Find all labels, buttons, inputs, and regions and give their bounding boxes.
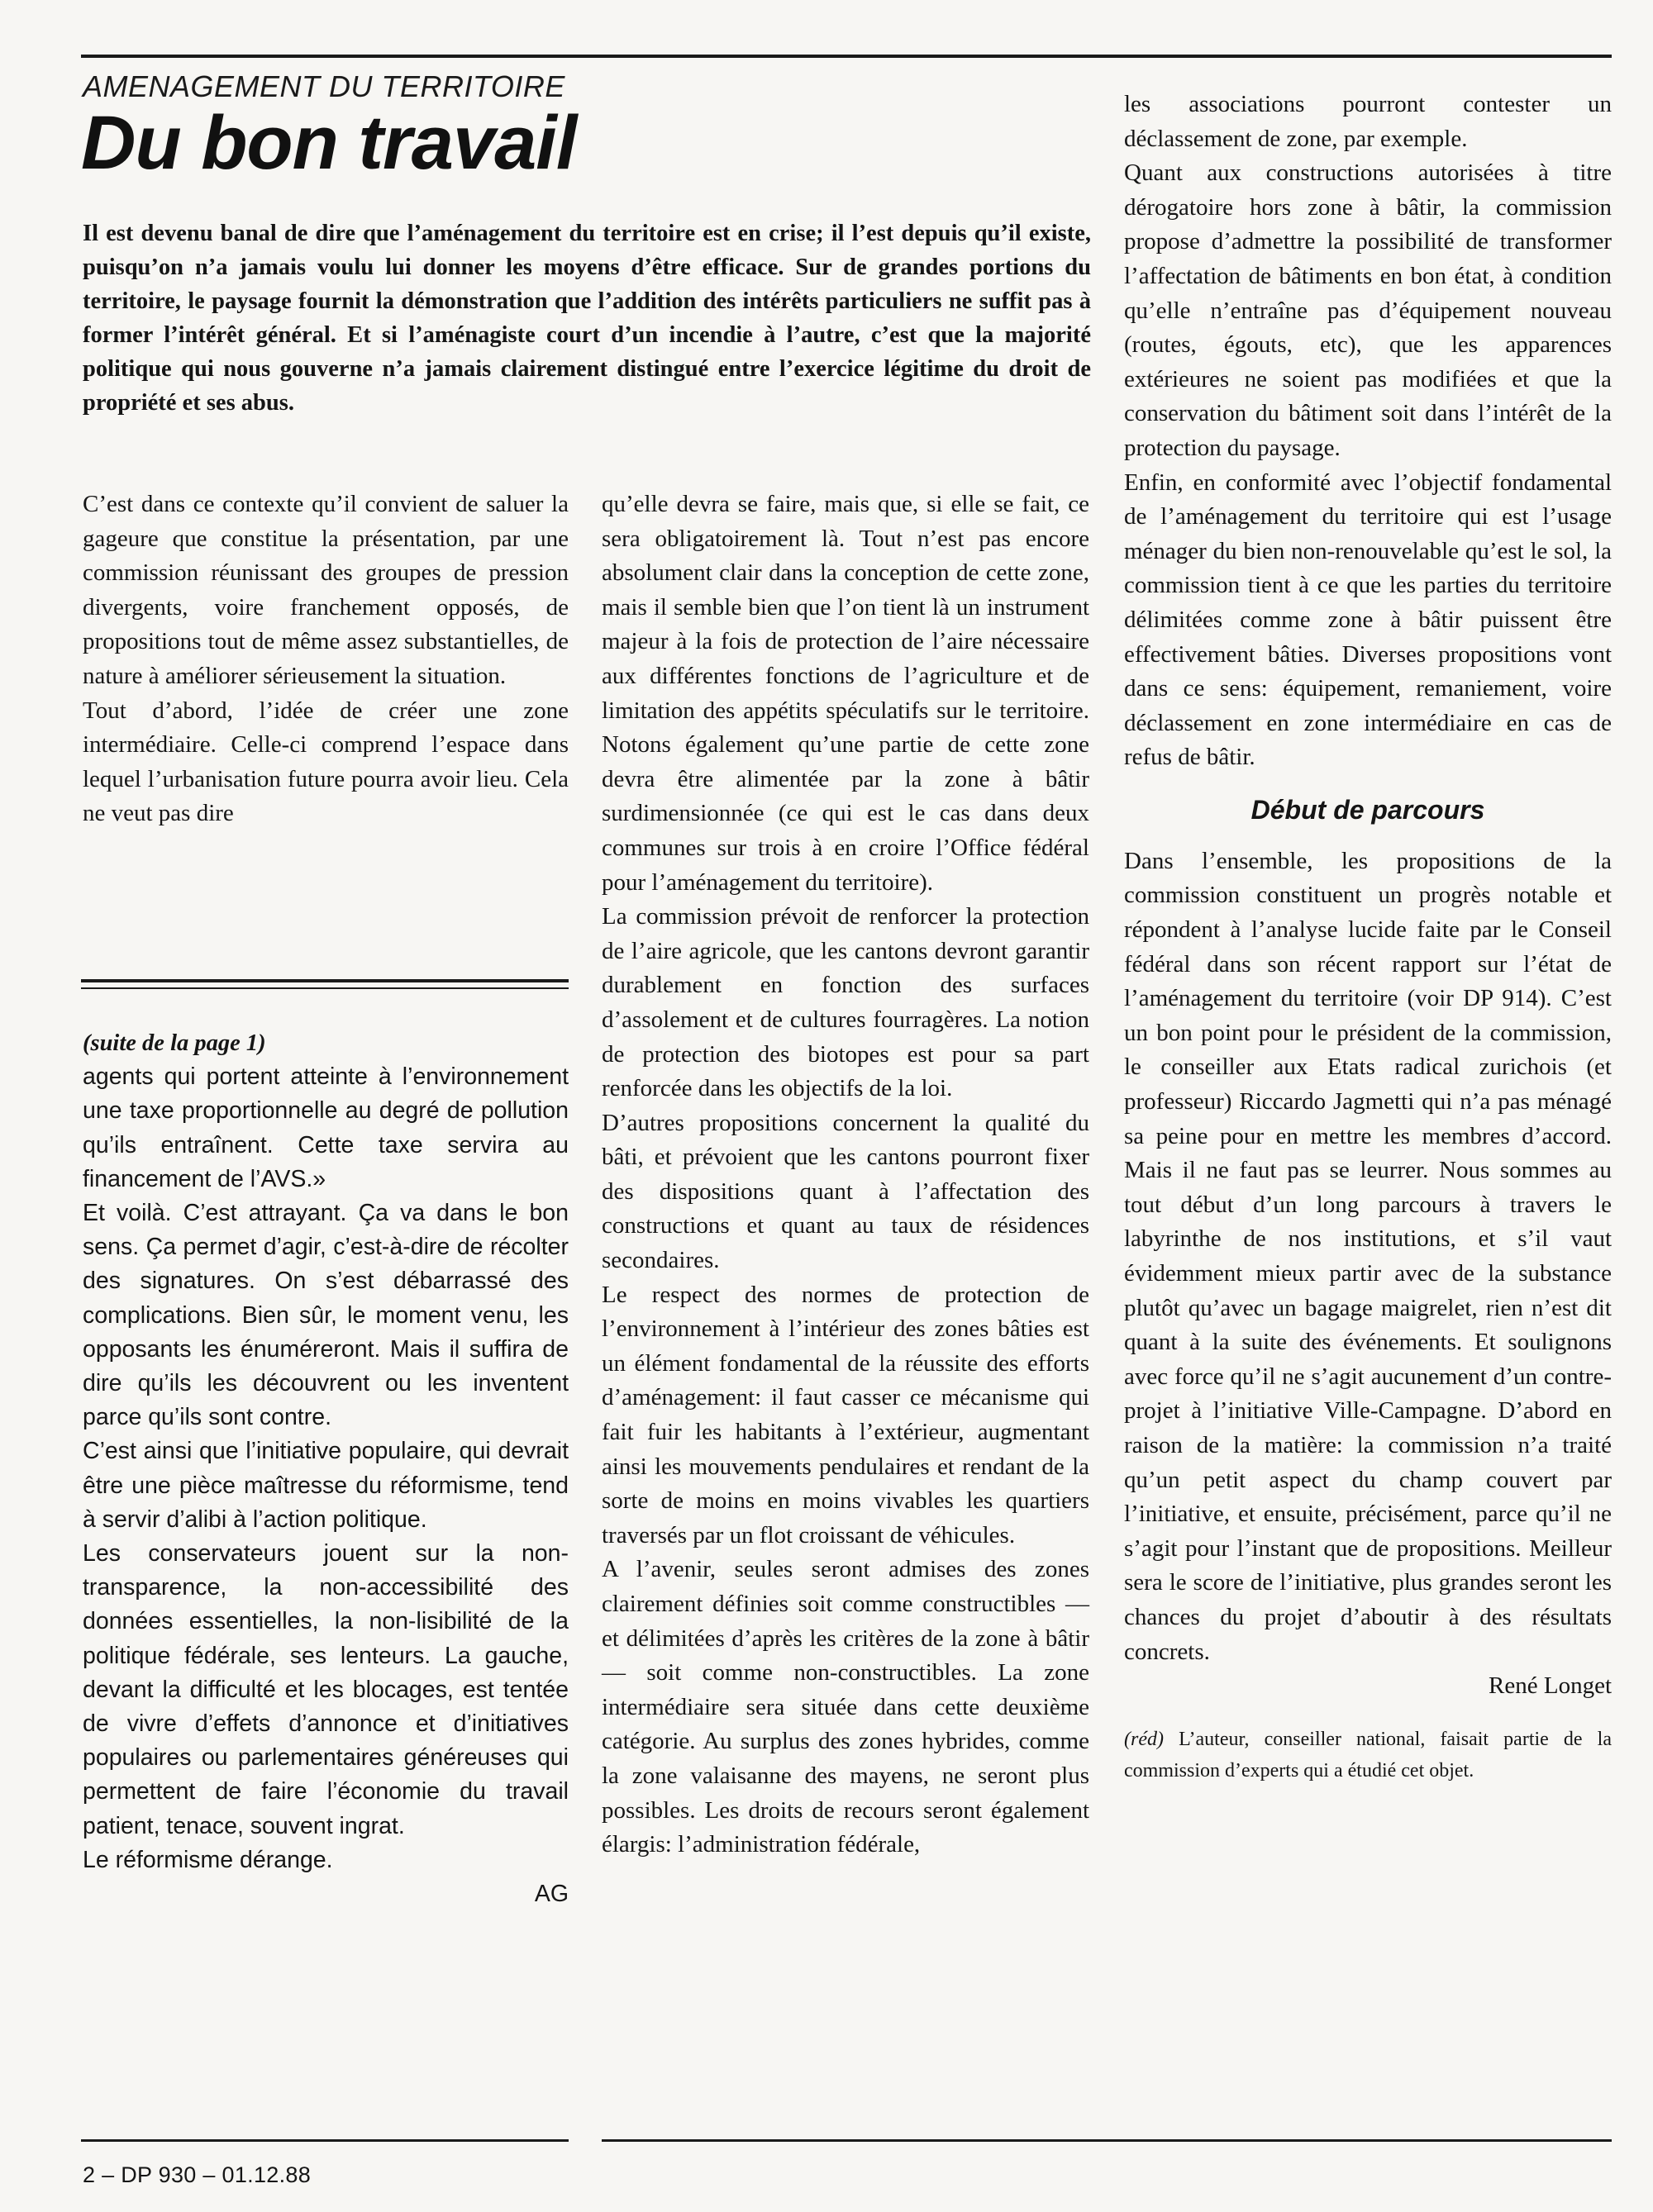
paragraph: C’est dans ce contexte qu’il convient de saluer la gageure que constitue la présentation, par une commission réunissant des groupes de pression divergents, voire franchement opposés, de propositions tout de même assez substantielles, de nature à améliorer sérieusement la situation. <box>83 491 569 689</box>
subheading: Début de parcours <box>1250 794 1485 825</box>
section-kicker: AMENAGEMENT DU TERRITOIRE <box>83 69 565 103</box>
editor-note-prefix: (réd) <box>1124 1728 1164 1750</box>
editor-note-text: L’auteur, conseiller national, faisait partie de la commission d’experts qui a étudié cet objet. <box>1124 1728 1612 1781</box>
paragraph: Le respect des normes de protection de l’environnement à l’intérieur des zones bâties est un élément fondamental de la réussite des efforts d’aménagement: il faut casser ce mécanisme qui fait fuir les habitants à l’extérieur, augmentant ainsi les mouvements pendulaires et rendant de la sorte de moins en moins vivables les quartiers traversés par un flot croissant de véhicules. <box>602 1281 1089 1548</box>
paragraph: Et voilà. C’est attrayant. Ça va dans le bon sens. Ça permet d’agir, c’est-à-dire de récolter des signatures. On s’est débarrassé des complications. Bien sûr, le moment venu, les opposants les énuméreront. Mais il suffira de dire qu’ils les découvrent ou les inventent parce qu’ils sont contre. <box>83 1200 569 1431</box>
page-footer: 2 – DP 930 – 01.12.88 <box>83 2162 312 2187</box>
paragraph: agents qui portent atteinte à l’environnement une taxe proportionnelle au degré de pollution qu’ils entraînent. Cette taxe servira au financement de l’AVS.» <box>83 1063 569 1192</box>
paragraph: Tout d’abord, l’idée de créer une zone intermédiaire. Celle-ci comprend l’espace dans lequel l’urbanisation future pourra avoir lieu. Cela ne veut pas dire <box>83 697 569 827</box>
article-title: Du bon travail <box>81 101 577 185</box>
author-signature: René Longet <box>1489 1672 1612 1700</box>
paragraph: Les conservateurs jouent sur la non-transparence, la non-accessibilité des données essentielles, la non-lisibilité de la politique fédérale, ses lenteurs. La gauche, devant la difficulté et les blocages, est tentée de vivre d’effets d’annonce et d’initiatives populaires ou parlementaires généreuses qui permettent de faire l’économie du travail patient, tenace, souvent ingrat. <box>83 1540 569 1839</box>
suite-label: (suite de la page 1) <box>83 1030 266 1056</box>
paragraph: qu’elle devra se faire, mais que, si elle se fait, ce sera obligatoirement là. Tout n’est pas encore absolument clair dans la conception de cette zone, mais il semble bien que l’on tient là un instrument majeur à la fois de protection de l’aire nécessaire aux différentes fonctions de l’agriculture et de limitation des appétits spéculatifs sur le territoire. Notons également qu’une partie de cette zone devra être alimentée par la zone à bâtir surdimensionnée (ce qui est le cas dans deux communes sur trois à en croire l’Office fédéral pour l’aménagement du territoire). <box>602 491 1089 896</box>
bottom-rule-right <box>602 2139 1612 2142</box>
suite-box-rule-top-thin <box>81 987 569 989</box>
suite-signature: AG <box>534 1881 569 1908</box>
paragraph: La commission prévoit de renforcer la protection de l’aire agricole, que les cantons devront garantir durablement en fonction des surfaces d’assolement et de cultures fourragères. La notion de protection des biotopes est pour sa part renforcée dans les objectifs de la loi. <box>602 903 1089 1102</box>
paragraph: D’autres propositions concernent la qualité du bâti, et prévoient que les cantons pourront fixer des dispositions quant à l’affectation des constructions et quant au taux de résidences secondaires. <box>602 1109 1089 1274</box>
article-lead: Il est devenu banal de dire que l’aménagement du territoire est en crise; il l’est depuis qu’il existe, puisqu’on n’a jamais voulu lui donner les moyens d’être efficace. Sur de grandes portions du territoire, le paysage fournit la démonstration que l’addition des intérêts particuliers ne suffit pas à former l’intérêt général. Et si l’aménagiste court d’un incendie à l’autre, c’est que la majorité politique qui nous gouverne n’a jamais clairement distingué entre l’exercice légitime du droit de propriété et ses abus. <box>83 221 1091 416</box>
paragraph: Quant aux constructions autorisées à titre dérogatoire hors zone à bâtir, la commission propose d’admettre la possibilité de transformer l’affectation de bâtiments en bon état, à condition qu’elle n’entraîne pas d’équipement nouveau (routes, égouts, etc), que les apparences extérieures ne soient pas modifiées et que la conservation du bâtiment soit dans l’intérêt de la protection du paysage. <box>1124 159 1612 461</box>
paragraph: Le réformisme dérange. <box>83 1846 333 1873</box>
paragraph: A l’avenir, seules seront admises des zones clairement définies soit comme constructibles — et délimitées d’après les critères de la zone à bâtir — soit comme non-constructibles. La zone intermédiaire sera située dans cette deuxième catégorie. Au surplus des zones hybrides, comme la zone valaisanne des mayens, ne seront plus possibles. Les droits de recours seront également élargis: l’administration fédérale, <box>602 1556 1089 1858</box>
article-column-1 <box>83 488 569 831</box>
suite-box-rule-top <box>81 979 569 982</box>
paragraph: les associations pourront contester un déclassement de zone, par exemple. <box>1124 91 1612 152</box>
suite-box <box>83 1026 569 1911</box>
bottom-rule-left <box>81 2139 569 2142</box>
top-rule <box>81 55 1612 58</box>
article-column-3 <box>1124 88 1612 1786</box>
paragraph: Dans l’ensemble, les propositions de la commission constituent un progrès notable et répondent à l’analyse lucide faite par le Conseil fédéral dans son récent rapport sur l’état de l’aménagement du territoire (voir DP 914). C’est un bon point pour le président de la commission, le conseiller aux Etats radical zurichois (et professeur) Riccardo Jagmetti qui n’a pas ménagé sa peine pour en mettre les membres d’accord. Mais il ne faut pas se leurrer. Nous sommes au tout début d’un long parcours à travers le labyrinthe de nos institutions, et s’il vaut évidemment mieux partir avec de la substance plutôt qu’avec un bagage maigrelet, rien n’est dit quant à la suite des événements. Et soulignons avec force qu’il ne s’agit aucunement d’un contre-projet à l’initiative Ville-Campagne. D’abord en raison de la matière: la commission n’a traité qu’un petit aspect du champ couvert par l’initiative, et ensuite, précisément, parce qu’il ne s’agit pour l’instant que de propositions. Meilleur sera le score de l’initiative, plus grandes seront les chances du projet d’aboutir à des résultats concrets. <box>1124 847 1612 1665</box>
paragraph: C’est ainsi que l’initiative populaire, qui devrait être une pièce maîtresse du réformisme, tend à servir d’alibi à l’action politique. <box>83 1438 569 1533</box>
paragraph: Enfin, en conformité avec l’objectif fondamental de l’aménagement du territoire qui est l’usage ménager du bien non-renouvelable qu’est le sol, la commission tient à ce que les parties du territoire délimitées comme zone à bâtir puissent être effectivement bâties. Diverses propositions vont dans ce sens: équipement, remaniement, voire déclassement en zone intermédiaire en cas de refus de bâtir. <box>1124 469 1612 771</box>
editor-note <box>1124 1724 1612 1786</box>
article-column-2 <box>602 488 1089 1862</box>
